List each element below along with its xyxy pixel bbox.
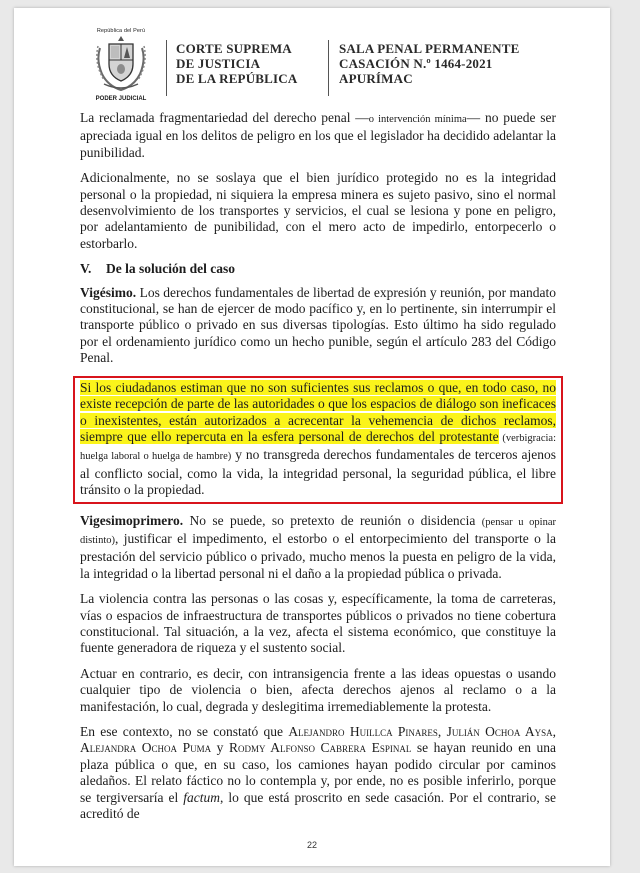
seal-top-text: República del Perú xyxy=(96,28,146,34)
header-divider-left xyxy=(166,40,167,96)
region-line: APURÍMAC xyxy=(339,71,413,86)
person-name: Alejandra Ochoa Puma xyxy=(80,740,212,756)
paragraph: Adicionalmente, no se soslaya que el bien jurídico protegido no es la integridad personal o la propiedad, ni siquiera la empresa minera es sujeto pasivo, sino el normal desenvolvimiento de los transportes y servicios, el cual se lesiona y pone en peligro, por adelantamiento de punibilidad, con el mero acto de impedirlo, entorpecerlo o estorbarlo. xyxy=(80,170,556,251)
section-number: V. xyxy=(80,261,92,277)
paragraph: Actuar en contrario, es decir, con intransigencia frente a las ideas opuestas o usando cualquier tipo de violencia o bien, afecta derechos ajenos al reclamo o a la manifestación, lo cual, degrada y deslegitima irremediablemente la protesta. xyxy=(80,665,556,714)
sala-line: SALA PENAL PERMANENTE xyxy=(339,41,520,56)
person-name: Julián Ochoa Aysa xyxy=(446,724,553,739)
court-name xyxy=(176,41,297,86)
court-line: DE LA REPÚBLICA xyxy=(176,71,298,86)
person-name: Rodmy Alfonso Cabrera Espinal xyxy=(228,740,412,756)
shield-icon xyxy=(92,30,150,96)
paragraph: En ese contexto, no se constató que Alejandro Huillca Pinares, Julián Ochoa Aysa, Alejandra Ochoa Puma y Rodmy Alfonso Cabrera Espinal se hayan reunido en una plaza pública o que, en su caso, los camiones hayan podido circular por caminos aledaños. El relato fáctico no lo contempla y, por ende, no es posible inferirlo, porque se tergiversaría el factum, lo que está proscrito en sede casación. Por el contrario, se acreditó de xyxy=(80,724,557,822)
paragraph: Vigesimoprimero. No se puede, so pretexto de reunión o disidencia (pensar u opinar distinto), justificar el impedimento, el estorbo o el entorpecimiento del transporte o la prestación del servicio público o privado, mucho menos la puesta en peligro de la vida, la integridad o la libertad personal ni el daño a la propiedad pública o privada. xyxy=(80,512,556,581)
person-name: Alejandro Huillca Pinares xyxy=(288,724,438,739)
paragraph-lead: Vigésimo. xyxy=(80,284,137,300)
highlighted-passage-box: Si los ciudadanos estiman que no son suficientes sus reclamos o que, en todo caso, no existe recepción de parte de las autoridades o que los espacios de diálogo son ineficaces o inexistentes, están autorizados a acrecentar la vehemencia de dichos reclamos, siempre que ello repercuta en la esfera personal de derechos del protestante (verbigracia: huelga laboral o huelga de hambre) y no transgreda derechos fundamentales de terceros ajenos al conflicto social, como la vida, la integridad personal, la seguridad pública, el libre tránsito o la propiedad. xyxy=(73,376,563,504)
case-info xyxy=(339,41,519,86)
page-header xyxy=(14,8,610,108)
paragraph: La violencia contra las personas o las cosas y, específicamente, la toma de carreteras, vías o espacios de infraestructura de transportes públicos o privados no tiene cobertura constitucional. Tal situación, a la vez, afecta el sistema económico, que constituye la fuente generadora de riqueza y el sustento social. xyxy=(80,591,556,656)
coat-of-arms-seal xyxy=(92,30,150,108)
paragraph-lead: Vigesimoprimero. xyxy=(80,512,184,528)
header-divider-right xyxy=(328,40,329,96)
court-line: CORTE SUPREMA xyxy=(176,41,292,56)
document-page xyxy=(14,8,610,866)
paragraph: La reclamada fragmentariedad del derecho penal —o intervención mínima— no puede ser apreciada igual en los delitos de peligro en los que el legislador ha decidido adelantar la punibilidad. xyxy=(80,110,556,160)
case-number: CASACIÓN N.º 1464-2021 xyxy=(339,56,493,71)
court-line: DE JUSTICIA xyxy=(176,56,261,71)
document-body xyxy=(80,110,556,831)
seal-bottom-text: PODER JUDICIAL xyxy=(95,96,147,102)
section-heading xyxy=(80,261,556,277)
section-title: De la solución del caso xyxy=(106,261,236,277)
highlighted-text: Si los ciudadanos estiman que no son suficientes sus reclamos o que, en todo caso, no existe recepción de parte de las autoridades o que los espacios de diálogo son ineficaces o inexistentes, están autorizados a acrecentar la vehemencia de dichos reclamos, siempre que ello repercuta en la esfera personal de derechos del protestante xyxy=(80,379,556,444)
page-number: 22 xyxy=(306,840,317,850)
paragraph: Vigésimo. Los derechos fundamentales de libertad de expresión y reunión, por mandato constitucional, se han de ejercer de modo pacífico y, en lo pertinente, sin interrumpir el transporte público o privado en sus diversas tipologías. Esto último ha sido regulado por el ordenamiento jurídico como un hecho punible, según el artículo 283 del Código Penal. xyxy=(80,284,556,366)
